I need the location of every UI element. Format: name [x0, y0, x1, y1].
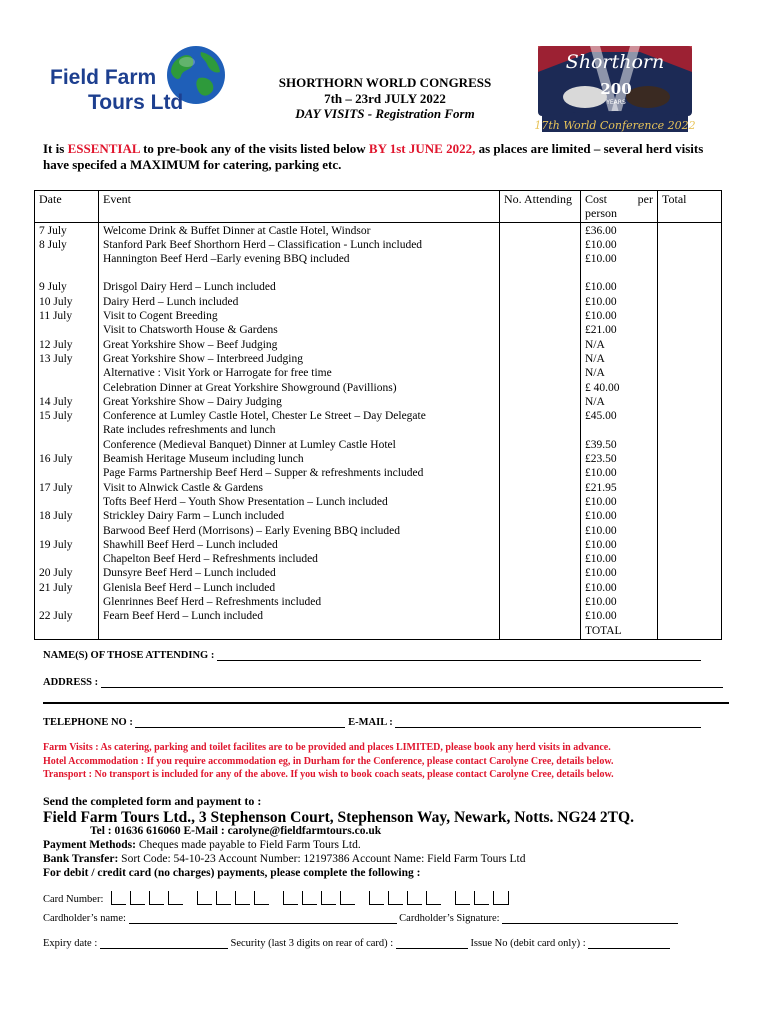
table-body-row	[35, 222, 722, 639]
header-cost-b: per	[637, 192, 653, 206]
payment-methods-value: Cheques made payable to Field Farm Tours Ltd.	[135, 839, 361, 851]
row-event: Conference (Medieval Banquet) Dinner at Lumley Castle Hotel	[103, 438, 396, 451]
card-number-row	[43, 891, 523, 905]
row-event	[103, 624, 495, 638]
visit-notes	[43, 741, 733, 782]
row-date	[39, 624, 94, 638]
row-cost: £10.00	[585, 495, 617, 508]
row-cost: N/A	[585, 395, 605, 408]
row-event: Dairy Herd – Lunch included	[103, 295, 239, 308]
card-digit-box[interactable]	[321, 891, 336, 905]
row-event: Beamish Heritage Museum including lunch	[103, 453, 304, 466]
row-date: 13 July	[39, 352, 73, 365]
shorthorn-brand: Shorthorn	[565, 51, 665, 73]
card-number-label: Card Number:	[43, 894, 104, 905]
card-digit-box[interactable]	[130, 891, 145, 905]
row-event: Chapelton Beef Herd – Refreshments included	[103, 553, 318, 566]
row-gap	[103, 266, 495, 280]
row-date: 10 July	[39, 295, 73, 308]
hotel-note: Hotel Accommodation : If you require accommodation eg, in Durham for the Conference, please contact Carolyne Cree, details below.	[43, 755, 614, 767]
row-event: Shawhill Beef Herd – Lunch included	[103, 538, 278, 551]
row-date: 11 July	[39, 310, 73, 323]
row-date	[39, 366, 94, 380]
row-date	[39, 323, 94, 337]
header-cost	[581, 191, 658, 223]
names-field[interactable]	[217, 660, 701, 661]
header-event: Event	[99, 191, 500, 223]
row-cost: £10.00	[585, 467, 617, 480]
header-no-attending: No. Attending	[500, 191, 581, 223]
row-event: Dunsyre Beef Herd – Lunch included	[103, 567, 276, 580]
years-word: YEARS	[606, 99, 626, 106]
row-event: Stanford Park Beef Shorthorn Herd – Classification - Lunch included	[103, 238, 423, 251]
intro-text-2: to pre-book any of the visits listed below	[139, 141, 369, 156]
row-date	[39, 466, 94, 480]
row-event: Welcome Drink & Buffet Dinner at Castle Hotel, Windsor	[103, 224, 371, 237]
row-cost: N/A	[585, 367, 605, 380]
email-label: E-MAIL :	[348, 717, 393, 728]
header-cost-c: person	[585, 206, 617, 221]
row-cost	[585, 423, 653, 437]
shorthorn-200-logo	[530, 42, 700, 136]
row-event: Strickley Dairy Farm – Lunch included	[103, 510, 285, 523]
row-date	[39, 438, 94, 452]
row-cost: £10.00	[585, 553, 617, 566]
row-cost: £10.00	[585, 610, 617, 623]
row-date: 21 July	[39, 581, 73, 594]
row-cost: £21.00	[585, 324, 617, 337]
deadline-text: BY 1st JUNE 2022,	[368, 141, 476, 156]
row-gap	[585, 266, 653, 280]
logo-line1: Field Farm	[50, 66, 157, 89]
event-column	[99, 222, 500, 639]
row-event: Alternative : Visit York or Harrogate for free time	[103, 367, 332, 380]
row-cost: £10.00	[585, 524, 617, 537]
card-digit-box[interactable]	[111, 891, 126, 905]
farm-visits-note: Farm Visits : As catering, parking and toilet facilites are to be provided and places LIMITED, please book any herd visits in advance.	[43, 742, 611, 753]
row-date: 22 July	[39, 610, 73, 623]
row-event: Visit to Chatsworth House & Gardens	[103, 324, 278, 337]
row-cost: £10.00	[585, 281, 617, 294]
row-cost: £10.00	[585, 567, 617, 580]
header-date: Date	[35, 191, 99, 223]
row-cost: £36.00	[585, 224, 617, 237]
date-column	[35, 222, 99, 639]
address-second-line[interactable]	[43, 702, 729, 704]
essential-word: ESSENTIAL	[67, 141, 140, 156]
form-subtitle: DAY VISITS - Registration Form	[295, 106, 475, 121]
years-number: 200	[600, 80, 632, 98]
row-cost: £10.00	[585, 581, 617, 594]
row-date	[39, 495, 94, 509]
expiry-row	[43, 938, 670, 949]
page-header	[240, 75, 530, 122]
intro-paragraph	[43, 141, 729, 172]
row-cost: £21.95	[585, 481, 617, 494]
conference-caption: 17th World Conference 2022	[534, 119, 696, 132]
telephone-field[interactable]	[135, 727, 345, 728]
header-cost-a: Cost	[585, 192, 608, 206]
issue-field[interactable]	[588, 948, 670, 949]
security-label: Security (last 3 digits on rear of card) :	[230, 938, 394, 949]
card-digit-box[interactable]	[407, 891, 422, 905]
row-event: Great Yorkshire Show – Dairy Judging	[103, 395, 282, 408]
page-title: SHORTHORN WORLD CONGRESS	[278, 75, 492, 90]
card-digit-box[interactable]	[168, 891, 183, 905]
card-digit-box[interactable]	[254, 891, 269, 905]
total-column[interactable]	[658, 222, 722, 639]
no-attending-column[interactable]	[500, 222, 581, 639]
row-cost: £ 40.00	[585, 381, 620, 394]
visits-table	[34, 190, 722, 640]
logo-line2: Tours Ltd	[88, 91, 184, 114]
address-label: ADDRESS :	[43, 677, 99, 688]
address-row	[43, 677, 723, 688]
row-event: Visit to Cogent Breeding	[103, 310, 218, 323]
email-field[interactable]	[395, 727, 701, 728]
send-label: Send the completed form and payment to :	[43, 794, 262, 808]
row-cost: £10.00	[585, 596, 617, 609]
row-date: 8 July	[39, 238, 67, 251]
row-event: Tofts Beef Herd – Youth Show Presentation – Lunch included	[103, 495, 388, 508]
telephone-label: TELEPHONE NO :	[43, 717, 133, 728]
payment-methods-label: Payment Methods:	[43, 839, 136, 851]
issue-label: Issue No (debit card only) :	[470, 938, 586, 949]
row-event: Great Yorkshire Show – Beef Judging	[103, 338, 278, 351]
cardholder-signature-field[interactable]	[502, 923, 678, 924]
row-cost: £39.50	[585, 438, 617, 451]
row-event: Glenisla Beef Herd – Lunch included	[103, 581, 276, 594]
row-event: Fearn Beef Herd – Lunch included	[103, 610, 263, 623]
cardholder-signature-label: Cardholder’s Signature:	[399, 913, 500, 924]
row-cost: £10.00	[585, 295, 617, 308]
row-date: 7 July	[39, 224, 67, 237]
row-event: Hannington Beef Herd –Early evening BBQ included	[103, 253, 350, 266]
row-date: 12 July	[39, 338, 73, 351]
row-date	[39, 552, 94, 566]
row-event: Conference at Lumley Castle Hotel, Chester Le Street – Day Delegate	[103, 410, 426, 423]
card-digit-box[interactable]	[340, 891, 355, 905]
cost-column	[581, 222, 658, 639]
row-event: Visit to Alnwick Castle & Gardens	[103, 481, 263, 494]
card-digit-box[interactable]	[197, 891, 212, 905]
row-event: Celebration Dinner at Great Yorkshire Showground (Pavillions)	[103, 381, 397, 394]
field-farm-logo	[50, 44, 220, 124]
bank-transfer-value: Sort Code: 54-10-23 Account Number: 12197386 Account Name: Field Farm Tours Ltd	[118, 853, 526, 865]
card-digit-box[interactable]	[235, 891, 250, 905]
row-gap	[39, 266, 94, 280]
card-digit-box[interactable]	[455, 891, 470, 905]
expiry-field[interactable]	[100, 948, 228, 949]
company-contact: Tel : 01636 616060 E-Mail : carolyne@fieldfarmtours.co.uk	[90, 825, 382, 837]
row-cost: £45.00	[585, 410, 617, 423]
row-event: Page Farms Partnership Beef Herd – Supper & refreshments included	[103, 467, 424, 480]
expiry-label: Expiry date :	[43, 938, 98, 949]
row-cost: £23.50	[585, 453, 617, 466]
row-event: Great Yorkshire Show – Interbreed Judging	[103, 352, 303, 365]
row-cost: £10.00	[585, 253, 617, 266]
row-cost: £10.00	[585, 310, 617, 323]
row-date: 14 July	[39, 395, 73, 408]
congress-dates: 7th – 23rd JULY 2022	[324, 90, 446, 106]
transport-note: Transport : No transport is included for any of the above. If you wish to book coach seats, please contact Carolyne Cree, details below.	[43, 769, 614, 780]
row-date: 18 July	[39, 510, 73, 523]
card-digit-box[interactable]	[493, 891, 509, 905]
row-date: 19 July	[39, 538, 73, 551]
row-event: Glenrinnes Beef Herd – Refreshments included	[103, 596, 322, 609]
card-digit-box[interactable]	[149, 891, 164, 905]
header-total: Total	[658, 191, 722, 223]
card-digit-box[interactable]	[426, 891, 441, 905]
row-date	[39, 423, 94, 437]
security-field[interactable]	[396, 948, 468, 949]
address-field[interactable]	[101, 687, 723, 688]
card-number-boxes[interactable]	[111, 891, 523, 905]
row-event: Barwood Beef Herd (Morrisons) – Early Evening BBQ included	[103, 524, 401, 537]
cardholder-name-field[interactable]	[129, 923, 397, 924]
row-date: 16 July	[39, 453, 73, 466]
row-cost: £10.00	[585, 238, 617, 251]
card-digit-box[interactable]	[369, 891, 384, 905]
row-date	[39, 595, 94, 609]
row-date	[39, 252, 94, 266]
row-date	[39, 524, 94, 538]
company-address: Field Farm Tours Ltd., 3 Stephenson Court, Stephenson Way, Newark, Notts. NG24 2TQ.	[43, 809, 634, 826]
names-label: NAME(S) OF THOSE ATTENDING :	[43, 650, 215, 661]
names-row	[43, 650, 701, 661]
table-header-row	[35, 191, 722, 223]
row-date	[39, 381, 94, 395]
row-event: Rate includes refreshments and lunch	[103, 424, 276, 437]
payment-info	[43, 838, 743, 880]
card-digit-box[interactable]	[474, 891, 489, 905]
row-cost: TOTAL	[585, 624, 622, 637]
row-cost: N/A	[585, 338, 605, 351]
bank-transfer-label: Bank Transfer:	[43, 853, 119, 865]
row-date: 17 July	[39, 481, 73, 494]
card-digit-box[interactable]	[283, 891, 298, 905]
row-date: 9 July	[39, 281, 67, 294]
row-cost: £10.00	[585, 538, 617, 551]
row-date: 15 July	[39, 410, 73, 423]
card-digit-box[interactable]	[388, 891, 403, 905]
cardholder-row	[43, 913, 678, 924]
row-cost: £10.00	[585, 510, 617, 523]
row-event: Drisgol Dairy Herd – Lunch included	[103, 281, 276, 294]
row-date: 20 July	[39, 567, 73, 580]
cardholder-name-label: Cardholder’s name:	[43, 913, 126, 924]
card-digit-box[interactable]	[302, 891, 317, 905]
card-digit-box[interactable]	[216, 891, 231, 905]
intro-text-3: as places are limited – several herd visits have specifed a MAXIMUM for catering, parking etc.	[43, 141, 704, 172]
card-payment-note: For debit / credit card (no charges) payments, please complete the following :	[43, 867, 421, 879]
intro-text-1: It is	[43, 141, 68, 156]
contact-row	[43, 717, 701, 728]
row-cost: N/A	[585, 352, 605, 365]
